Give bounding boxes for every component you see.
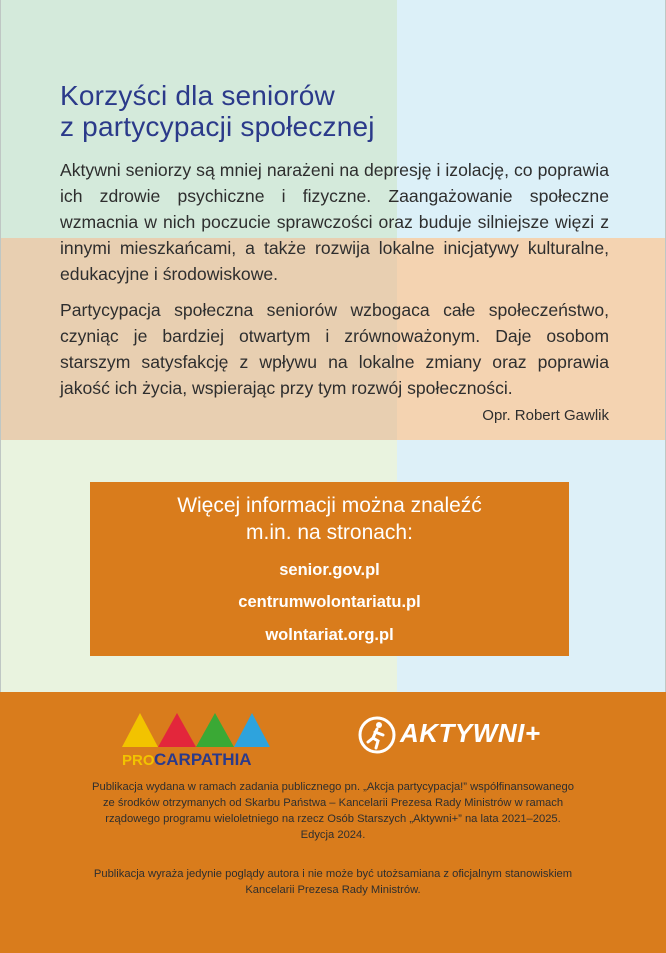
disclaimer xyxy=(50,866,616,898)
title-line-2: z partycypacji społecznej xyxy=(60,111,375,142)
footer xyxy=(0,692,666,953)
funding-line: Publikacja wydana w ramach zadania publicznego pn. „Akcja partycypacja!” współfinansowanego xyxy=(92,781,574,793)
link-senior-gov[interactable]: senior.gov.pl xyxy=(279,561,380,579)
paragraph-benefits: Aktywni seniorzy są mniej narażeni na depresję i izolację, co poprawia ich zdrowie psychiczne i fizyczne. Zaangażowanie społeczne wzmacnia w nich poczucie sprawczości oraz buduje silniejsze więzi z innymi mieszkańcami, a także rozwija lokalne inicjatywy kulturalne, edukacyjne i środowiskowe. xyxy=(60,160,609,284)
info-heading xyxy=(90,492,569,546)
disclaimer-line: Publikacja wyraża jedynie poglądy autora i nie może być utożsamiana z oficjalnym stanowiskiem xyxy=(93,868,573,880)
author-credit: Opr. Robert Gawlik xyxy=(482,407,609,424)
paragraph-participation: Partycypacja społeczna seniorów wzbogaca całe społeczeństwo, czyniąc je bardziej otwartym i zrównoważonym. Daje osobom starszym satysfakcję z wpływu na lokalne zmiany oraz poprawia jakość ich życia, wspierając przy tym rozwój społeczności. xyxy=(60,300,609,398)
page-title xyxy=(60,80,620,142)
funding-line: rządowego programu wieloletniego na rzecz Osób Starszych „Aktywni+” na lata 2021–2025. xyxy=(105,813,561,825)
aktywni-logo xyxy=(358,716,558,756)
title-line-1: Korzyści dla seniorów xyxy=(60,80,335,111)
aktywni-logo-text: AKTYWNI+ xyxy=(400,718,541,748)
info-heading-line-2: m.in. na stronach: xyxy=(246,521,413,544)
info-box xyxy=(90,482,569,656)
link-wolntariat-org[interactable]: wolntariat.org.pl xyxy=(265,626,394,644)
aktywni-runner-icon xyxy=(358,716,396,754)
frame-border-left xyxy=(0,0,1,692)
procarpathia-triangles-icon xyxy=(120,709,272,767)
info-heading-line-1: Więcej informacji można znaleźć xyxy=(177,494,482,517)
disclaimer-line: Kancelarii Prezesa Rady Ministrów. xyxy=(245,884,421,896)
funding-line: ze środków otrzymanych od Skarbu Państwa – Kancelarii Prezesa Rady Ministrów w ramach xyxy=(102,797,564,809)
procarpathia-pro-text: PRO xyxy=(122,752,155,767)
procarpathia-name-text: CARPATHIA xyxy=(154,750,252,767)
edition-line: Edycja 2024. xyxy=(300,829,366,841)
link-centrum-wolontariatu[interactable]: centrumwolontariatu.pl xyxy=(238,593,421,611)
procarpathia-logo xyxy=(120,709,272,767)
funding-note xyxy=(50,779,616,843)
